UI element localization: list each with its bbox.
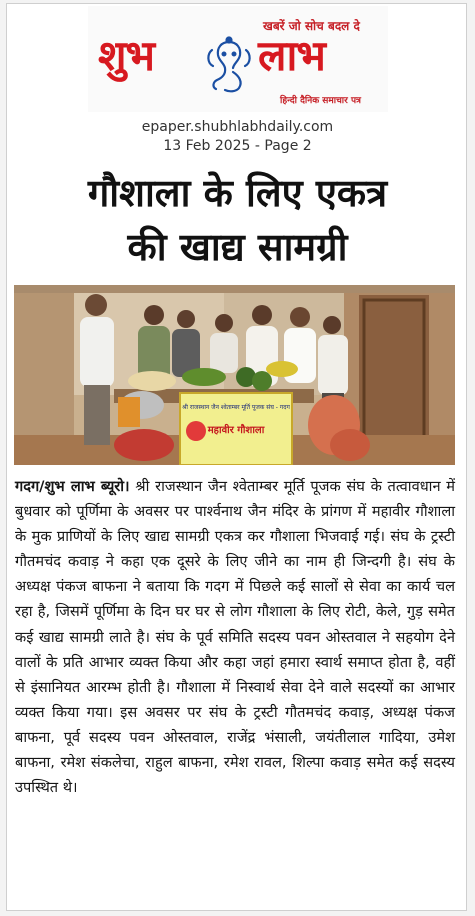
- article-body: [15, 474, 455, 800]
- masthead-subtag: हिन्दी दैनिक समाचार पत्र: [280, 96, 362, 106]
- masthead: [88, 6, 388, 112]
- ganesha-icon: [203, 36, 255, 94]
- photo-banner-text: श्री राजस्थान जैन श्वेताम्बर मूर्ति पूजक संघ - गदग: [182, 404, 290, 411]
- source-date-page: 13 Feb 2025 - Page 2: [163, 138, 312, 154]
- masthead-tagline: खबरें जो सोच बदल दे: [263, 19, 360, 33]
- article-body-text: श्री राजस्थान जैन श्वेताम्बर मूर्ति पूजक संघ के तत्वावधान में बुधवार को पूर्णिमा के अवसर पर पार्श्वनाथ जैन मंदिर के प्रांगण में महावीर गौशाला के मुक प्राणियों के लिए खाद्य सामग्री एकत्र कर गौशाला भिजवाई गई। संघ के ट्रस्टी गौतमचंद कवाड़ ने कहा एक दूसरे के लिए जीने का नाम ही जिन्दगी है। संघ के अध्यक्ष पंकज बाफना ने बताया कि गदग में पिछले कई सालों से सेवा का कार्य चल रहा है, जिसमें पूर्णिमा के दिन घर घर से लोग गौशाला के लिए रोटी, केले, गुड़ समेत कई खाद्य सामग्री लाते है। संघ के पूर्व समिति सदस्य पवन ओस्तवाल ने सहयोग देने वालों के प्रति आभार व्यक्त किया और कहा जहां हमारा स्वार्थ समाप्त होता है, वहीं से इंसानियत आरम्भ होती है। गौशाला में निस्वार्थ सेवा देने वाले सदस्यों का आभार व्यक्त किया गया। इस अवसर पर संघ के ट्रस्टी गौतमचंद कवाड़, अध्यक्ष पंकज बाफना, पूर्व सदस्य पवन ओस्तवाल, राजेंद्र भंसाली, जयंतीलाल गादिया, उमेश बाफना, रमेश संकलेचा, राहुल बाफना, रमेश रावल, शिल्पा कवाड़ समेत कई सदस्य उपस्थित थे।: [15, 478, 455, 797]
- brand-name-left: शुभ: [98, 31, 155, 80]
- article-photo: [14, 285, 455, 465]
- article-dateline: गदग/शुभ लाभ ब्यूरो।: [15, 478, 130, 495]
- photo-banner-title: महावीर गौशाला: [207, 425, 265, 436]
- photo-scene: [14, 285, 455, 465]
- brand-name-right: लाभ: [258, 31, 325, 80]
- source-url: epaper.shubhlabhdaily.com: [141, 119, 334, 135]
- headline-line-1: गौशाला के लिए एकत्र: [87, 171, 388, 215]
- headline-line-2: की खाद्य सामग्री: [127, 225, 348, 269]
